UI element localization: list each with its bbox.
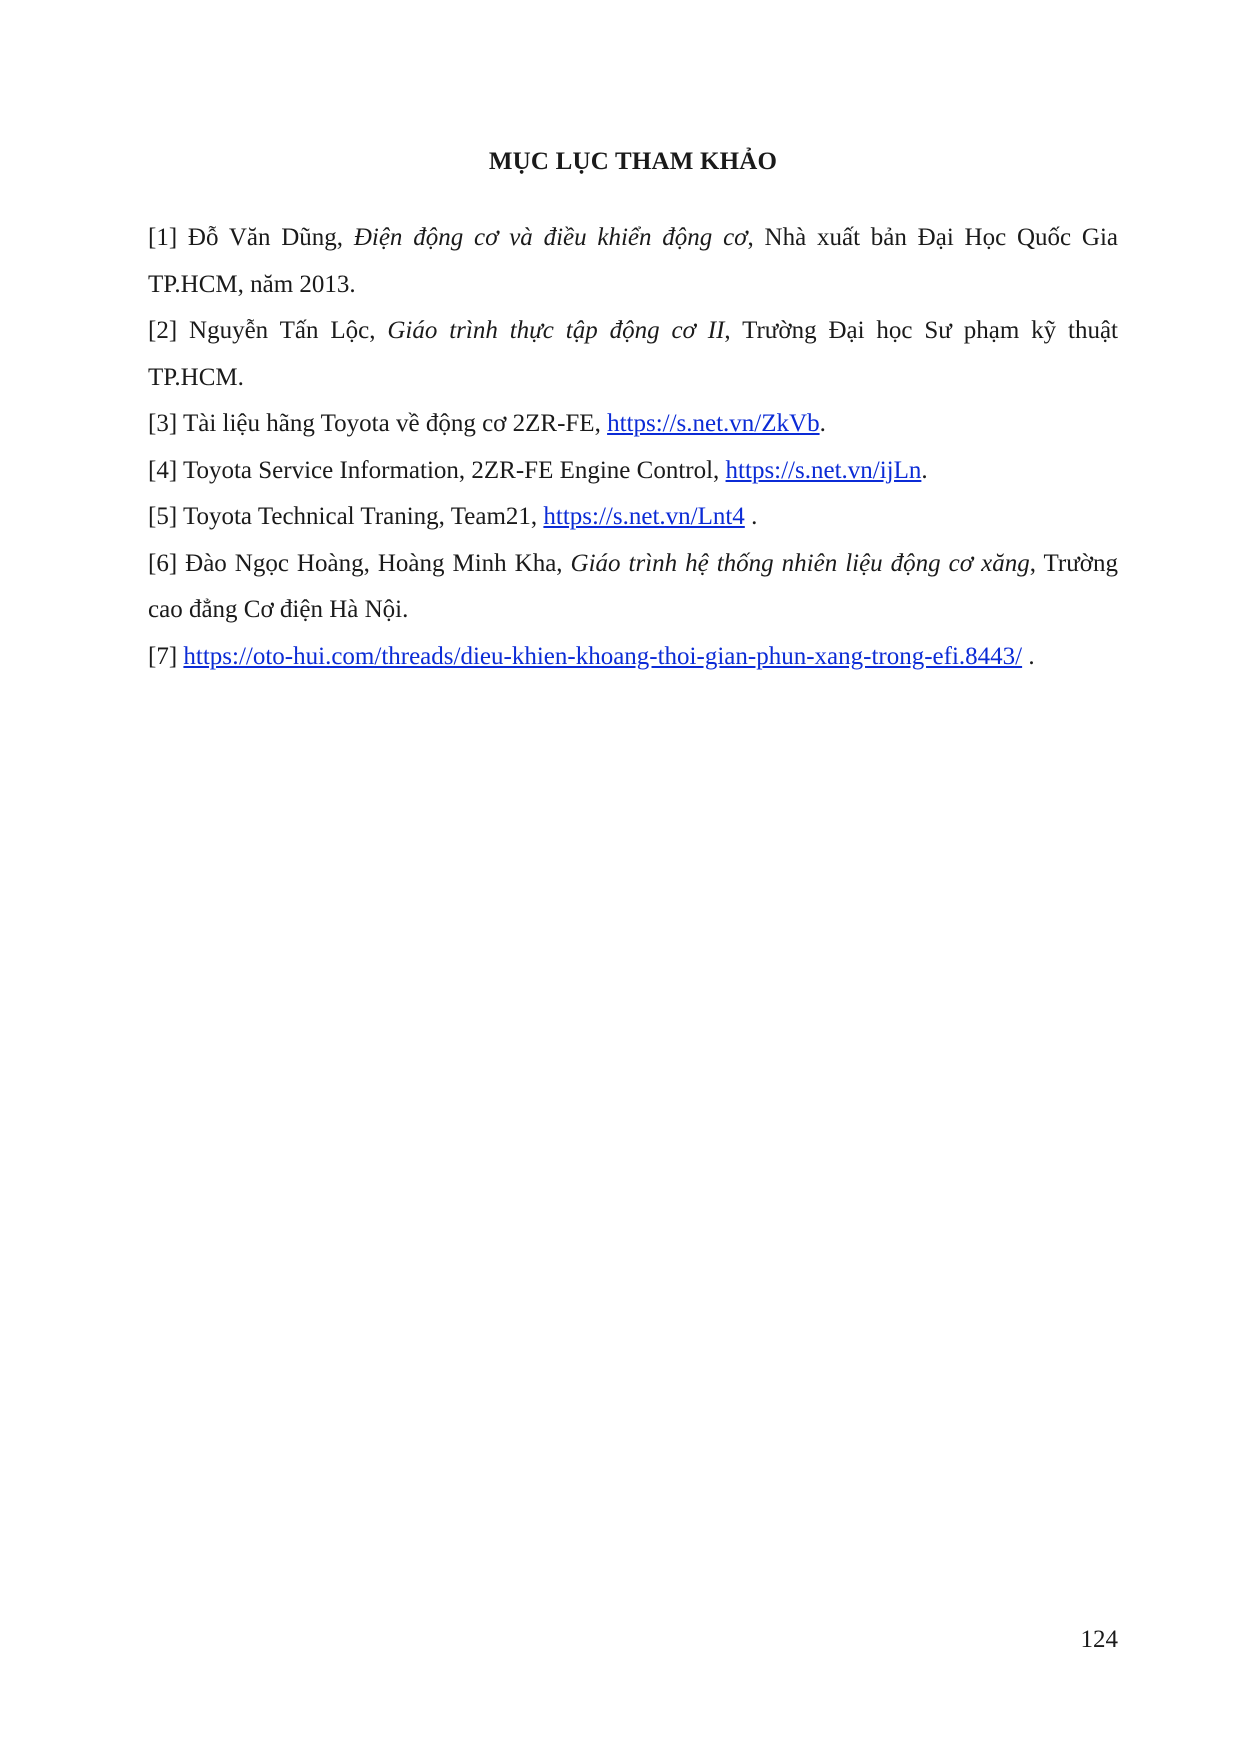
reference-author: Đào Ngọc Hoàng, Hoàng Minh Kha, [177, 549, 571, 577]
reference-number: [4] [148, 456, 178, 484]
reference-text: Toyota Technical Traning, Team21, [177, 503, 544, 530]
reference-link[interactable]: https://s.net.vn/Lnt4 [543, 503, 745, 530]
reference-number: [6] [148, 549, 178, 577]
reference-author: Đỗ Văn Dũng, [177, 224, 354, 251]
reference-tail: . [921, 456, 928, 484]
reference-number: [1] [148, 224, 178, 251]
reference-item-1 [148, 215, 1118, 308]
reference-work-title: Giáo trình thực tập động cơ II [387, 317, 725, 344]
page-title: MỤC LỤC THAM KHẢO [488, 148, 778, 175]
reference-work-title: Điện động cơ và điều khiển động cơ [353, 224, 748, 251]
reference-link[interactable]: https://s.net.vn/ijLn [725, 456, 922, 484]
reference-work-title: Giáo trình hệ thống nhiên liệu động cơ xăng [570, 549, 1030, 577]
reference-tail: . [819, 410, 826, 437]
reference-tail: . [1022, 642, 1035, 670]
reference-link[interactable]: https://s.net.vn/ZkVb [607, 410, 820, 437]
reference-details: , Nhà xuất bản Đại Học Quốc Gia TP.HCM, năm 2013. [148, 224, 1119, 298]
reference-number: [3] [148, 410, 178, 437]
reference-author: Nguyễn Tấn Lộc, [177, 317, 388, 344]
reference-details: , Trường Đại học Sư phạm kỹ thuật TP.HCM. [148, 317, 1118, 391]
reference-item-3 [148, 401, 1118, 448]
reference-link[interactable]: https://oto-hui.com/threads/dieu-khien-khoang-thoi-gian-phun-xang-trong-efi.8443/ [183, 642, 1023, 670]
reference-item-4 [148, 448, 1118, 495]
reference-number: [7] [148, 642, 178, 670]
reference-item-7 [148, 634, 1118, 681]
reference-text: Toyota Service Information, 2ZR-FE Engine Control, [177, 456, 726, 484]
reference-item-2 [148, 308, 1118, 401]
reference-text: Tài liệu hãng Toyota về động cơ 2ZR-FE, [177, 410, 608, 437]
reference-item-6 [148, 541, 1118, 634]
reference-list [148, 215, 1118, 680]
reference-details: , Trường cao đẳng Cơ điện Hà Nội. [148, 549, 1118, 623]
page-number: 124 [1080, 1626, 1118, 1653]
reference-tail: . [744, 503, 758, 530]
reference-item-5 [148, 494, 1118, 541]
reference-number: [5] [148, 503, 178, 530]
reference-number: [2] [148, 317, 178, 344]
